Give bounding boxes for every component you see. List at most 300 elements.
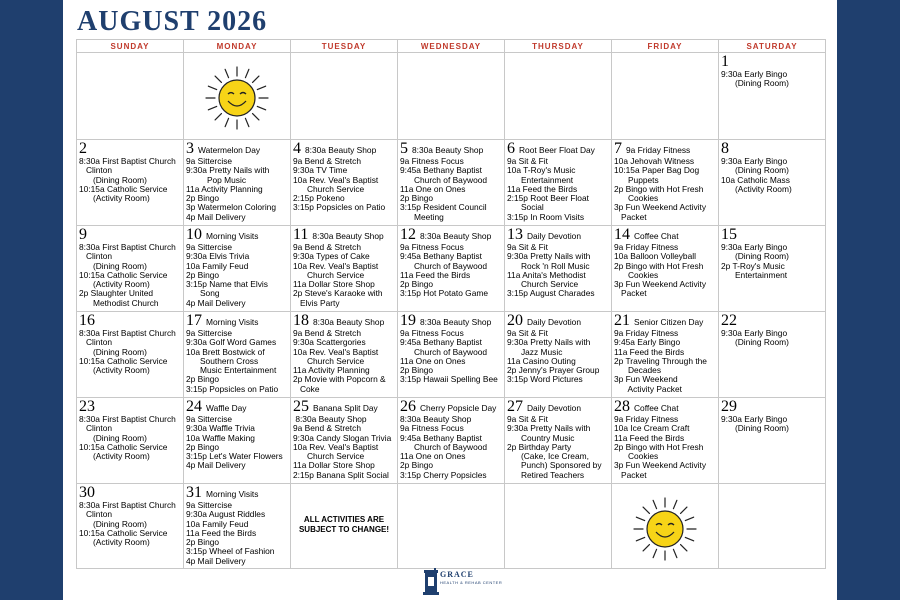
event-line: 3:15p Hot Potato Game xyxy=(400,288,488,299)
event-line: 2p Bingo xyxy=(400,193,434,204)
day-header xyxy=(293,399,395,415)
event-line: Pop Music xyxy=(186,174,247,185)
day-theme: Senior Citizen Day xyxy=(634,317,704,327)
day-cell xyxy=(184,140,291,226)
event-line: 10:15a Catholic Service xyxy=(79,441,168,452)
event-line: Clinton xyxy=(79,509,113,520)
event-line: 2p Birthday Party xyxy=(507,441,572,452)
day-cell xyxy=(612,312,719,398)
event-line: 2p Bingo with Hot Fresh xyxy=(614,260,704,271)
event-line: 9:30a Elvis Trivia xyxy=(186,251,250,262)
day-cell xyxy=(398,140,505,226)
day-cell xyxy=(77,484,184,569)
event-line: Church Service xyxy=(507,279,579,290)
event-line: 9a Bend & Stretch xyxy=(293,242,361,252)
day-header xyxy=(614,313,716,329)
day-header xyxy=(186,485,288,501)
event-line: 11a One on Ones xyxy=(400,183,466,194)
day-header xyxy=(186,313,288,329)
event-line: 4p Mail Delivery xyxy=(186,297,246,308)
day-header xyxy=(400,313,502,329)
event-line: 2p Steve's Karaoke with xyxy=(293,288,383,299)
event-line: 11a Feed the Birds xyxy=(400,269,471,280)
weekday-header: SUNDAY xyxy=(77,40,184,53)
event-line: 9:30a Early Bingo xyxy=(721,414,788,424)
event-line: 3:15p Name that Elvis xyxy=(186,279,268,290)
event-line: Church Service xyxy=(293,355,365,366)
event-line: 10a Ice Cream Craft xyxy=(614,423,690,434)
day-number: 18 xyxy=(293,312,309,329)
event-line: 11a Feed the Birds xyxy=(614,432,685,443)
event-line: Clinton xyxy=(79,337,113,348)
event-line: 9a Fitness Focus xyxy=(400,423,464,434)
event-line: 11a Anita's Methodist xyxy=(507,269,586,280)
event-line: 9:45a Early Bingo xyxy=(614,337,681,348)
event-line: 2p Bingo xyxy=(186,374,220,385)
event-line: 9:30a TV Time xyxy=(293,165,348,176)
event-line: 4p Mail Delivery xyxy=(186,211,246,222)
day-cell xyxy=(184,53,291,140)
event-line: 10a Catholic Mass xyxy=(721,174,790,185)
day-number: 5 xyxy=(400,140,408,157)
day-header xyxy=(400,227,502,243)
day-theme: Coffee Chat xyxy=(634,231,679,241)
week-row xyxy=(77,140,826,226)
event-line: Church of Baywood xyxy=(400,346,488,357)
event-line: Cookies xyxy=(614,269,659,280)
event-line: (Activity Room) xyxy=(79,279,150,290)
day-header xyxy=(400,399,502,415)
day-number: 1 xyxy=(721,53,729,70)
day-theme: 8:30a Beauty Shop xyxy=(313,317,385,327)
day-cell xyxy=(291,140,398,226)
event-line: Rock 'n Roll Music xyxy=(507,260,590,271)
event-line: 10a Balloon Volleyball xyxy=(614,251,696,262)
event-line: 3:15p Word Pictures xyxy=(507,374,583,385)
event-line: 9:45a Bethany Baptist xyxy=(400,165,482,176)
event-line: Packet xyxy=(614,288,647,299)
event-line: 9a Friday Fitness xyxy=(614,414,679,424)
day-number: 16 xyxy=(79,312,95,329)
event-line: 9a Fitness Focus xyxy=(400,242,464,252)
event-line: 10:15a Catholic Service xyxy=(79,269,168,280)
day-cell xyxy=(505,53,612,140)
event-line: Puppets xyxy=(614,174,659,185)
event-line: 9:30a Golf Word Games xyxy=(186,337,277,348)
event-line: 10a Rev. Veal's Baptist xyxy=(293,346,379,357)
day-header xyxy=(721,141,823,157)
weekday-header: TUESDAY xyxy=(291,40,398,53)
day-number: 24 xyxy=(186,398,202,415)
day-number: 30 xyxy=(79,484,95,501)
event-line: 8:30a Beauty Shop xyxy=(400,414,472,424)
day-cell xyxy=(505,484,612,569)
event-line: Church Service xyxy=(293,183,365,194)
day-cell xyxy=(291,484,398,569)
weekday-header: SATURDAY xyxy=(719,40,826,53)
event-line: 9a Bend & Stretch xyxy=(293,156,361,166)
event-line: Cookies xyxy=(614,451,659,462)
event-line: 9a Bend & Stretch xyxy=(293,423,361,434)
event-line: 2p T-Roy's Music xyxy=(721,260,785,271)
event-line: 9:30a Pretty Nails with xyxy=(507,251,591,262)
day-theme: Banana Split Day xyxy=(313,403,378,413)
event-line: 9a Sittercise xyxy=(186,328,233,338)
event-line: (Dining Room) xyxy=(721,251,789,262)
event-line: 2p Bingo xyxy=(186,441,220,452)
event-line: (Dining Room) xyxy=(79,432,147,443)
event-line: Methodist Church xyxy=(79,297,159,308)
event-line: Clinton xyxy=(79,251,113,262)
event-line: Song xyxy=(186,288,220,299)
day-header xyxy=(614,227,716,243)
event-line: 9:30a Pretty Nails with xyxy=(507,423,591,434)
day-theme: 8:30a Beauty Shop xyxy=(420,231,492,241)
day-cell xyxy=(612,484,719,569)
weekday-header: MONDAY xyxy=(184,40,291,53)
event-line: 10a Rev. Veal's Baptist xyxy=(293,441,379,452)
event-line: 9:45a Bethany Baptist xyxy=(400,337,482,348)
day-cell xyxy=(398,484,505,569)
day-header xyxy=(721,399,823,415)
day-header xyxy=(614,141,716,157)
day-cell xyxy=(612,226,719,312)
day-theme: Daily Devotion xyxy=(527,231,581,241)
day-cell xyxy=(612,140,719,226)
week-row xyxy=(77,226,826,312)
day-cell xyxy=(184,312,291,398)
event-line: 9a Sit & Fit xyxy=(507,414,548,424)
event-line: Church Service xyxy=(293,451,365,462)
event-line: 9:30a Types of Cake xyxy=(293,251,370,262)
weekday-header: WEDNESDAY xyxy=(398,40,505,53)
event-line: (Dining Room) xyxy=(721,337,789,348)
event-line: Retired Teachers xyxy=(507,469,585,480)
event-line: 9:30a Scattergories xyxy=(293,337,366,348)
week-row xyxy=(77,484,826,569)
event-line: 9:30a Early Bingo xyxy=(721,69,788,79)
event-line: 3:15p Wheel of Fashion xyxy=(186,546,275,557)
event-line: 9:30a Early Bingo xyxy=(721,156,788,166)
day-number: 21 xyxy=(614,312,630,329)
day-header xyxy=(507,399,609,415)
day-number: 15 xyxy=(721,226,737,243)
event-line: 3p Fun Weekend xyxy=(614,374,678,385)
event-line: 11a Feed the Birds xyxy=(507,183,578,194)
event-line: 3p Fun Weekend Activity xyxy=(614,279,707,290)
day-number: 10 xyxy=(186,226,202,243)
day-number: 6 xyxy=(507,140,515,157)
day-theme: Daily Devotion xyxy=(527,403,581,413)
event-line: 2p Traveling Through the xyxy=(614,355,707,366)
event-line: (Dining Room) xyxy=(79,260,147,271)
day-number: 19 xyxy=(400,312,416,329)
day-header xyxy=(79,399,181,415)
event-line: 2p Bingo xyxy=(186,269,220,280)
event-line: 9:45a Bethany Baptist xyxy=(400,251,482,262)
day-cell xyxy=(505,140,612,226)
day-cell xyxy=(719,53,826,140)
day-number: 13 xyxy=(507,226,523,243)
event-line: Church of Baywood xyxy=(400,441,488,452)
week-row xyxy=(77,398,826,484)
event-line: 2p Movie with Popcorn & xyxy=(293,374,386,385)
day-header xyxy=(186,141,288,157)
event-line: 8:30a First Baptist Church xyxy=(79,242,176,252)
day-number: 9 xyxy=(79,226,87,243)
day-header xyxy=(293,227,395,243)
day-header xyxy=(614,399,716,415)
event-line: 9:30a Early Bingo xyxy=(721,328,788,338)
event-line: Elvis Party xyxy=(293,297,340,308)
event-line: Entertainment xyxy=(721,269,788,280)
day-cell xyxy=(184,398,291,484)
day-theme: 9a Friday Fitness xyxy=(626,145,691,155)
logo-subtitle: HEALTH & REHAB CENTER xyxy=(440,580,503,585)
sun-icon xyxy=(625,495,705,561)
day-cell xyxy=(505,398,612,484)
event-line: 3:15p August Charades xyxy=(507,288,595,299)
event-line: (Cake, Ice Cream, xyxy=(507,451,589,462)
event-line: 11a Activity Planning xyxy=(293,365,370,376)
day-number: 28 xyxy=(614,398,630,415)
event-line: 10a Family Feud xyxy=(186,518,249,529)
event-line: Activity Packet xyxy=(614,383,682,394)
event-line: Jazz Music xyxy=(507,346,563,357)
event-line: 10a Waffle Making xyxy=(186,432,255,443)
event-line: 10:15a Catholic Service xyxy=(79,355,168,366)
day-cell xyxy=(612,398,719,484)
event-line: 8:30a First Baptist Church xyxy=(79,156,176,166)
weekday-header: FRIDAY xyxy=(612,40,719,53)
event-line: 9a Sittercise xyxy=(186,242,233,252)
event-line: 9a Sit & Fit xyxy=(507,242,548,252)
calendar-grid xyxy=(76,39,826,569)
day-theme: Morning Visits xyxy=(206,317,259,327)
event-line: 10:15a Paper Bag Dog xyxy=(614,165,700,176)
day-number: 29 xyxy=(721,398,737,415)
event-line: 10a T-Roy's Music xyxy=(507,165,576,176)
event-line: (Activity Room) xyxy=(79,451,150,462)
event-line: 3:15p In Room Visits xyxy=(507,211,585,222)
day-cell xyxy=(505,312,612,398)
calendar-title: AUGUST 2026 xyxy=(77,6,268,37)
event-line: 11a Dollar Store Shop xyxy=(293,279,375,290)
day-cell xyxy=(77,312,184,398)
event-line: 2p Slaughter United xyxy=(79,288,154,299)
weekday-header: THURSDAY xyxy=(505,40,612,53)
event-line: Clinton xyxy=(79,165,113,176)
day-header xyxy=(721,313,823,329)
day-number: 23 xyxy=(79,398,95,415)
event-line: Church of Baywood xyxy=(400,174,488,185)
event-line: (Dining Room) xyxy=(79,518,147,529)
event-line: 2:15p Pokeno xyxy=(293,193,345,204)
day-theme: 8:30a Beauty Shop xyxy=(420,317,492,327)
day-cell xyxy=(184,226,291,312)
day-number: 8 xyxy=(721,140,729,157)
event-line: 9a Sit & Fit xyxy=(507,328,548,338)
day-number: 26 xyxy=(400,398,416,415)
day-theme: Coffee Chat xyxy=(634,403,679,413)
day-cell xyxy=(719,312,826,398)
event-line: (Dining Room) xyxy=(79,174,147,185)
event-line: 2p Bingo xyxy=(186,537,220,548)
note-line: ALL ACTIVITIES ARE xyxy=(303,515,385,524)
day-theme: 8:30a Beauty Shop xyxy=(412,145,484,155)
event-line: 11a One on Ones xyxy=(400,355,466,366)
day-header xyxy=(293,313,395,329)
event-line: (Dining Room) xyxy=(721,423,789,434)
event-line: 9a Friday Fitness xyxy=(614,328,679,338)
event-line: 9a Sittercise xyxy=(186,414,233,424)
event-line: 3p Fun Weekend Activity xyxy=(614,460,707,471)
day-header xyxy=(507,227,609,243)
event-line: Coke xyxy=(293,383,320,394)
event-line: (Dining Room) xyxy=(79,346,147,357)
day-number: 25 xyxy=(293,398,309,415)
day-number: 27 xyxy=(507,398,523,415)
day-number: 17 xyxy=(186,312,202,329)
event-line: 2p Jenny's Prayer Group xyxy=(507,365,600,376)
day-cell xyxy=(291,398,398,484)
event-line: 9a Bend & Stretch xyxy=(293,328,361,338)
logo-name: GRACE xyxy=(440,570,474,579)
day-cell xyxy=(398,312,505,398)
event-line: 3:15p Hawaii Spelling Bee xyxy=(400,374,498,385)
event-line: 8:30a First Baptist Church xyxy=(79,328,176,338)
event-line: 10a Rev. Veal's Baptist xyxy=(293,174,379,185)
event-line: Meeting xyxy=(400,211,444,222)
event-line: (Dining Room) xyxy=(721,165,789,176)
day-cell xyxy=(77,398,184,484)
day-number: 20 xyxy=(507,312,523,329)
event-line: 2p Bingo with Hot Fresh xyxy=(614,441,704,452)
day-cell xyxy=(398,226,505,312)
weekday-header-row xyxy=(77,40,826,53)
event-line: 3p Watermelon Coloring xyxy=(186,202,276,213)
event-line: Cookies xyxy=(614,193,659,204)
event-line: Punch) Sponsored by xyxy=(507,460,602,471)
event-line: Southern Cross xyxy=(186,355,259,366)
day-header xyxy=(721,227,823,243)
event-line: 9:30a August Riddles xyxy=(186,509,266,520)
day-number: 11 xyxy=(293,226,309,243)
event-line: 9:30a Waffle Trivia xyxy=(186,423,255,434)
day-header xyxy=(507,141,609,157)
week-row xyxy=(77,312,826,398)
day-cell xyxy=(719,226,826,312)
event-line: Church Service xyxy=(293,269,365,280)
event-line: (Dining Room) xyxy=(721,78,789,89)
event-line: 3:15p Let's Water Flowers xyxy=(186,451,283,462)
event-line: 10:15a Catholic Service xyxy=(79,183,168,194)
day-header xyxy=(79,141,181,157)
day-theme: Morning Visits xyxy=(206,489,259,499)
event-line: (Activity Room) xyxy=(79,537,150,548)
event-line: 9:30a Early Bingo xyxy=(721,242,788,252)
day-cell xyxy=(719,140,826,226)
event-line: 2:15p Root Beer Float xyxy=(507,193,589,204)
event-line: 9:45a Bethany Baptist xyxy=(400,432,482,443)
day-cell xyxy=(291,53,398,140)
day-header xyxy=(79,227,181,243)
event-line: 11a Activity Planning xyxy=(186,183,263,194)
event-line: 2:15p Banana Split Social xyxy=(293,469,389,480)
event-line: Social xyxy=(507,202,544,213)
event-line: 10:15a Catholic Service xyxy=(79,527,168,538)
day-cell xyxy=(291,312,398,398)
event-line: 10a Brett Bostwick of xyxy=(186,346,265,357)
event-line: 2p Bingo xyxy=(400,365,434,376)
day-theme: 8:30a Beauty Shop xyxy=(305,145,377,155)
day-theme: Waffle Day xyxy=(206,403,247,413)
day-number: 12 xyxy=(400,226,416,243)
day-number: 14 xyxy=(614,226,630,243)
event-line: 3p Fun Weekend Activity xyxy=(614,202,707,213)
day-cell xyxy=(398,53,505,140)
event-line: 9a Fitness Focus xyxy=(400,328,464,338)
day-header xyxy=(186,399,288,415)
event-line: 11a Casino Outing xyxy=(507,355,576,366)
day-header xyxy=(507,313,609,329)
event-line: 8:30a Beauty Shop xyxy=(293,414,367,424)
event-line: 11a Feed the Birds xyxy=(614,346,685,357)
event-line: Music Entertainment xyxy=(186,365,277,376)
event-line: 11a Feed the Birds xyxy=(186,527,257,538)
event-line: 11a One on Ones xyxy=(400,451,466,462)
day-theme: Cherry Popsicle Day xyxy=(420,403,497,413)
event-line: 8:30a First Baptist Church xyxy=(79,500,176,510)
event-line: 10a Jehovah Witness xyxy=(614,156,695,166)
event-line: (Activity Room) xyxy=(79,193,150,204)
day-cell xyxy=(719,484,826,569)
day-cell xyxy=(184,484,291,569)
day-number: 4 xyxy=(293,140,301,157)
day-cell xyxy=(505,226,612,312)
day-header xyxy=(79,485,181,501)
event-line: 9a Sittercise xyxy=(186,500,233,510)
day-number: 22 xyxy=(721,312,737,329)
event-line: 9a Friday Fitness xyxy=(614,242,679,252)
event-line: 2p Bingo with Hot Fresh xyxy=(614,183,704,194)
day-theme: Watermelon Day xyxy=(198,145,261,155)
day-theme: Morning Visits xyxy=(206,231,259,241)
day-cell xyxy=(77,140,184,226)
event-line: Church of Baywood xyxy=(400,260,488,271)
schedule-note xyxy=(293,515,395,535)
day-cell xyxy=(612,53,719,140)
note-line: SUBJECT TO CHANGE! xyxy=(298,525,390,534)
day-cell xyxy=(77,53,184,140)
event-line: 2p Bingo xyxy=(400,460,434,471)
event-line: 2p Bingo xyxy=(400,279,434,290)
event-line: 3:15p Popsicles on Patio xyxy=(186,383,279,394)
day-number: 31 xyxy=(186,484,202,501)
event-line: 4p Mail Delivery xyxy=(186,460,246,471)
event-line: 9:30a Pretty Nails with xyxy=(507,337,591,348)
event-line: Decades xyxy=(614,365,662,376)
day-cell xyxy=(719,398,826,484)
day-header xyxy=(721,54,823,70)
day-number: 7 xyxy=(614,140,622,157)
day-theme: Daily Devotion xyxy=(527,317,581,327)
event-line: 2p Bingo xyxy=(186,193,220,204)
event-line: 8:30a First Baptist Church xyxy=(79,414,176,424)
event-line: 11a Dollar Store Shop xyxy=(293,460,375,471)
day-number: 2 xyxy=(79,140,87,157)
event-line: Country Music xyxy=(507,432,575,443)
